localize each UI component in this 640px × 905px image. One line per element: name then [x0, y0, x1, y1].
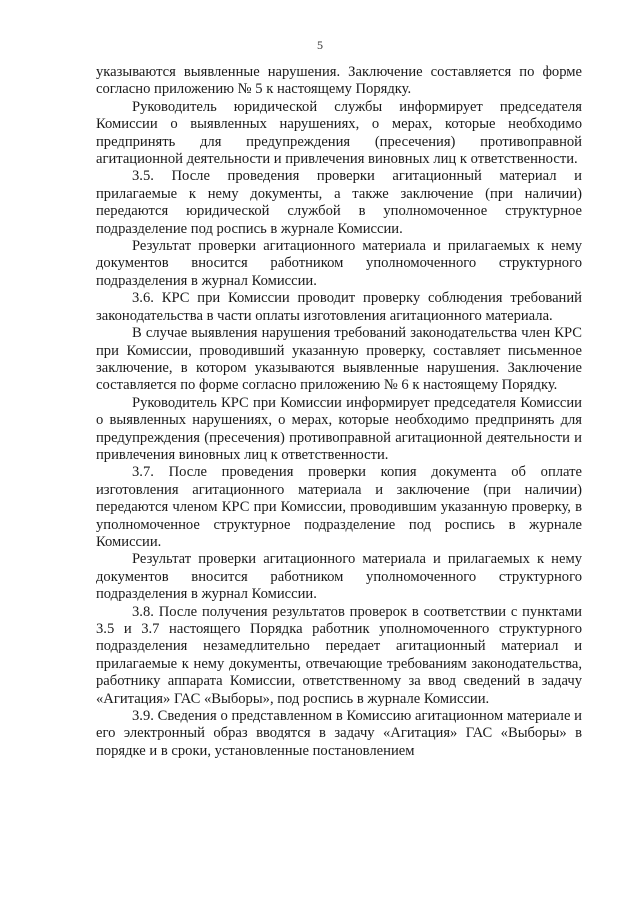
paragraph: 3.7. После проведения проверки копия документа об оплате изготовления агитационного материала и заключение (при наличии) передаются членом КРС при Комиссии, проводившим указанную проверку, в уполномоченное структурное подразделение под роспись в журнале Комиссии. — [96, 464, 582, 550]
paragraph: Результат проверки агитационного материала и прилагаемых к нему документов вносится работником уполномоченного структурного подразделения в журнал Комиссии. — [96, 238, 582, 289]
paragraph: Результат проверки агитационного материала и прилагаемых к нему документов вносится работником уполномоченного структурного подразделения в журнал Комиссии. — [96, 551, 582, 603]
document-body — [96, 64, 582, 760]
paragraph: 3.8. После получения результатов проверок в соответствии с пунктами 3.5 и 3.7 настоящего Порядка работник уполномоченного структурного подразделения незамедлительно передает агитационный материал и прилагаемые к нему документы, отвечающие требованиям законодательства, работнику аппарата Комиссии, ответственному за ввод сведений в задачу «Агитация» ГАС «Выборы», под роспись в журнале Комиссии. — [96, 603, 582, 707]
page-number: 5 — [317, 38, 323, 52]
paragraph: Руководитель юридической службы информирует председателя Комиссии о выявленных нарушениях, о мерах, которые необходимо предпринять для предупреждения (пресечения) противоправной агитационной деятельности и привлечения виновных лиц к ответственности. — [96, 98, 582, 168]
paragraph: 3.5. После проведения проверки агитационный материал и прилагаемые к нему документы, а также заключение (при наличии) передаются юридической службой в уполномоченное структурное подразделение под роспись в журнале Комиссии. — [96, 168, 582, 237]
paragraph: Руководитель КРС при Комиссии информирует председателя Комиссии о выявленных нарушениях, о мерах, которые необходимо предпринять для предупреждения (пресечения) противоправной агитационной деятельности и привлечения виновных лиц к ответственности. — [96, 394, 582, 463]
paragraph: В случае выявления нарушения требований законодательства член КРС при Комиссии, проводивший указанную проверку, составляет письменное заключение, в котором указываются выявленные нарушения. Заключение составляется по форме согласно приложению № 6 к настоящему Порядку. — [96, 325, 582, 394]
paragraph: 3.6. КРС при Комиссии проводит проверку соблюдения требований законодательства в части оплаты изготовления агитационного материала. — [96, 290, 582, 324]
paragraph: указываются выявленные нарушения. Заключение составляется по форме согласно приложению № 5 к настоящему Порядку. — [96, 64, 582, 98]
paragraph: 3.9. Сведения о представленном в Комиссию агитационном материале и его электронный образ вводятся в задачу «Агитация» ГАС «Выборы» в порядке и в сроки, установленные постановлением — [96, 708, 582, 759]
